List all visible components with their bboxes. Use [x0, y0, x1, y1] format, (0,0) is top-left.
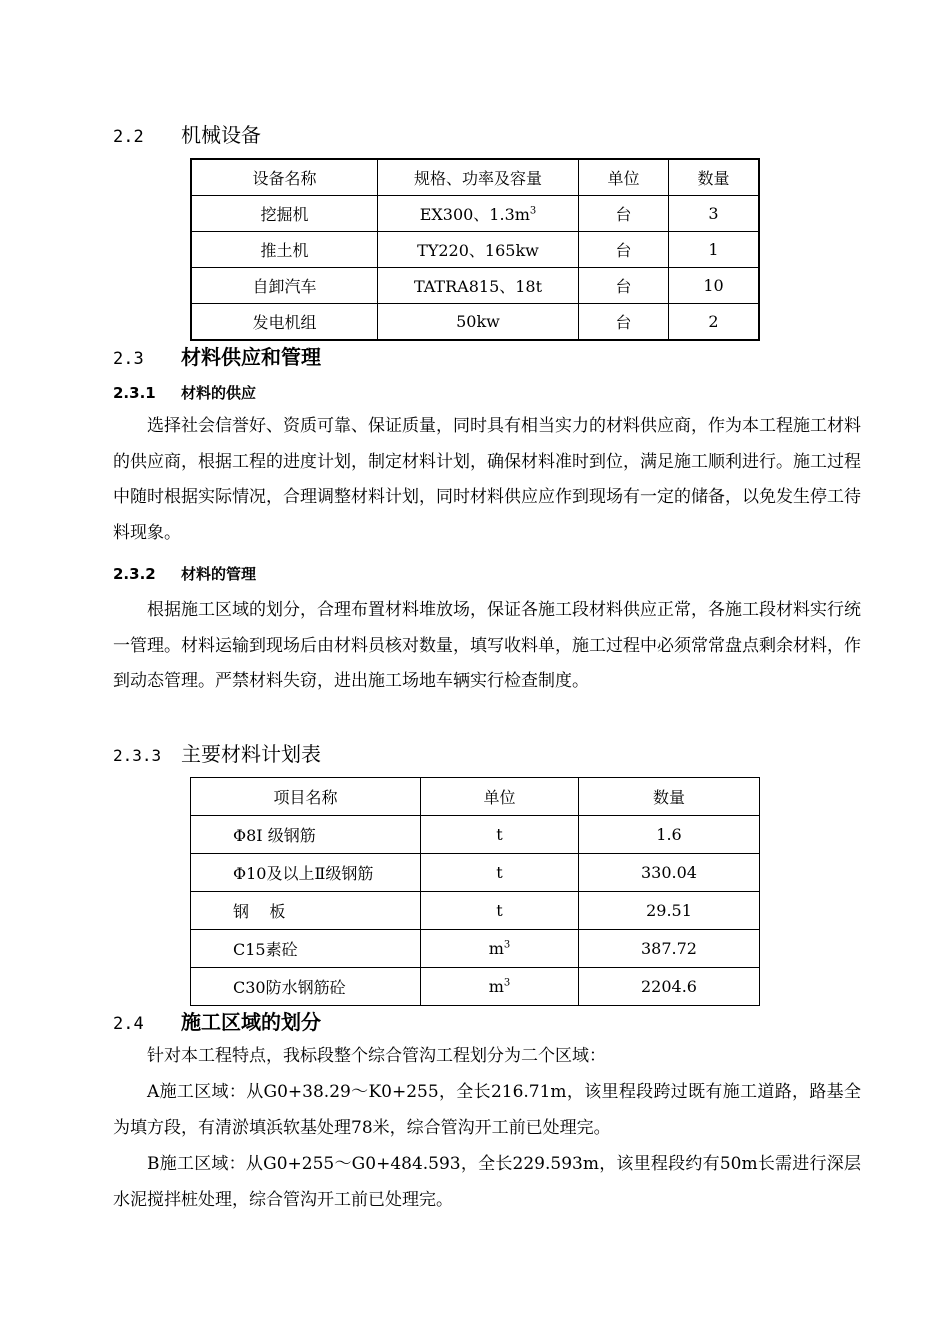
equipment-unit: 台 [579, 232, 669, 268]
material-qty: 2204.6 [579, 968, 760, 1006]
header-cell: 单位 [579, 159, 669, 196]
table-row [191, 196, 759, 232]
section-heading-2-3 [113, 344, 321, 372]
subsection-number: 2.3.1 [113, 384, 156, 402]
equipment-unit: 台 [579, 268, 669, 304]
section-title: 施工区域的划分 [181, 1010, 321, 1034]
equipment-spec: 50kw [378, 304, 579, 341]
table-header-row [191, 159, 759, 196]
equipment-unit: 台 [579, 304, 669, 341]
paragraph-material-management: 根据施工区域的划分，合理布置材料堆放场，保证各施工段材料供应正常，各施工段材料实行统一管理。材料运输到现场后由材料员核对数量，填写收料单，施工过程中必须常常盘点剩余材料，作到动态管理。严禁材料失窃，进出施工场地车辆实行检查制度。 [113, 600, 861, 691]
table-row [191, 268, 759, 304]
paragraph-zone-intro: 针对本工程特点，我标段整个综合管沟工程划分为二个区域： [147, 1046, 606, 1066]
material-unit: $m^3$ [421, 968, 579, 1006]
material-name: Φ8Ⅰ 级钢筋 [191, 816, 421, 854]
material-qty: 387.72 [579, 930, 760, 968]
table-row [191, 816, 760, 854]
material-qty: 29.51 [579, 892, 760, 930]
equipment-qty: 1 [669, 232, 760, 268]
header-cell: 项目名称 [191, 778, 421, 816]
subsection-heading-2-3-3 [113, 743, 321, 767]
equipment-name: 挖掘机 [191, 196, 378, 232]
material-unit: $m^3$ [421, 930, 579, 968]
subsection-number: 2.3.2 [113, 565, 156, 583]
equipment-qty: 10 [669, 268, 760, 304]
header-cell: 规格、功率及容量 [378, 159, 579, 196]
material-unit: t [421, 854, 579, 892]
subsection-heading-2-3-1 [113, 382, 256, 404]
section-heading-2-4 [113, 1009, 321, 1037]
equipment-spec: EX300、$1.3m^3$ [378, 196, 579, 232]
subsection-heading-2-3-2 [113, 563, 256, 585]
equipment-spec: TY220、165kw [378, 232, 579, 268]
subsection-title: 材料的供应 [181, 384, 257, 402]
equipment-qty: 2 [669, 304, 760, 341]
material-qty: 1.6 [579, 816, 760, 854]
section-number: 2.3 [113, 349, 144, 369]
paragraph-zone-b: B施工区域：从G0+255～G0+484.593，全长229.593m，该里程段约有50m长需进行深层水泥搅拌桩处理，综合管沟开工前已处理完。 [113, 1154, 861, 1210]
material-unit: t [421, 892, 579, 930]
material-name: Φ10及以上Ⅱ级钢筋 [191, 854, 421, 892]
equipment-qty: 3 [669, 196, 760, 232]
equipment-spec: TATRA815、18t [378, 268, 579, 304]
table-row [191, 232, 759, 268]
header-cell: 数量 [579, 778, 760, 816]
subsection-title: 材料的管理 [181, 565, 257, 583]
material-name: C15素砼 [191, 930, 421, 968]
section-number: 2.4 [113, 1014, 144, 1034]
paragraph-zone-a: A施工区域：从G0+38.29～K0+255，全长216.71m，该里程段跨过既有施工道路，路基全为填方段，有清淤填浜软基处理78米，综合管沟开工前已处理完。 [113, 1082, 861, 1138]
equipment-name: 发电机组 [191, 304, 378, 341]
material-name: 钢 板 [191, 892, 421, 930]
material-unit: t [421, 816, 579, 854]
material-plan-table [190, 777, 760, 1006]
equipment-name: 推土机 [191, 232, 378, 268]
equipment-table [190, 158, 760, 341]
section-title: 材料供应和管理 [181, 345, 321, 369]
subsection-title: 主要材料计划表 [181, 742, 321, 766]
header-cell: 设备名称 [191, 159, 378, 196]
header-cell: 单位 [421, 778, 579, 816]
material-qty: 330.04 [579, 854, 760, 892]
subsection-number: 2.3.3 [113, 746, 162, 765]
table-row [191, 930, 760, 968]
header-cell: 数量 [669, 159, 760, 196]
table-row [191, 968, 760, 1006]
paragraph-material-supply: 选择社会信誉好、资质可靠、保证质量，同时具有相当实力的材料供应商，作为本工程施工材料的供应商，根据工程的进度计划，制定材料计划，确保材料准时到位，满足施工顺利进行。施工过程中随时根据实际情况，合理调整材料计划，同时材料供应应作到现场有一定的储备，以免发生停工待料现象。 [113, 416, 861, 543]
section-number: 2.2 [113, 127, 144, 147]
section-title: 机械设备 [181, 123, 261, 147]
table-row [191, 854, 760, 892]
table-row [191, 304, 759, 341]
material-name: C30防水钢筋砼 [191, 968, 421, 1006]
equipment-unit: 台 [579, 196, 669, 232]
table-header-row [191, 778, 760, 816]
section-heading-2-2 [113, 122, 261, 150]
equipment-name: 自卸汽车 [191, 268, 378, 304]
table-row [191, 892, 760, 930]
